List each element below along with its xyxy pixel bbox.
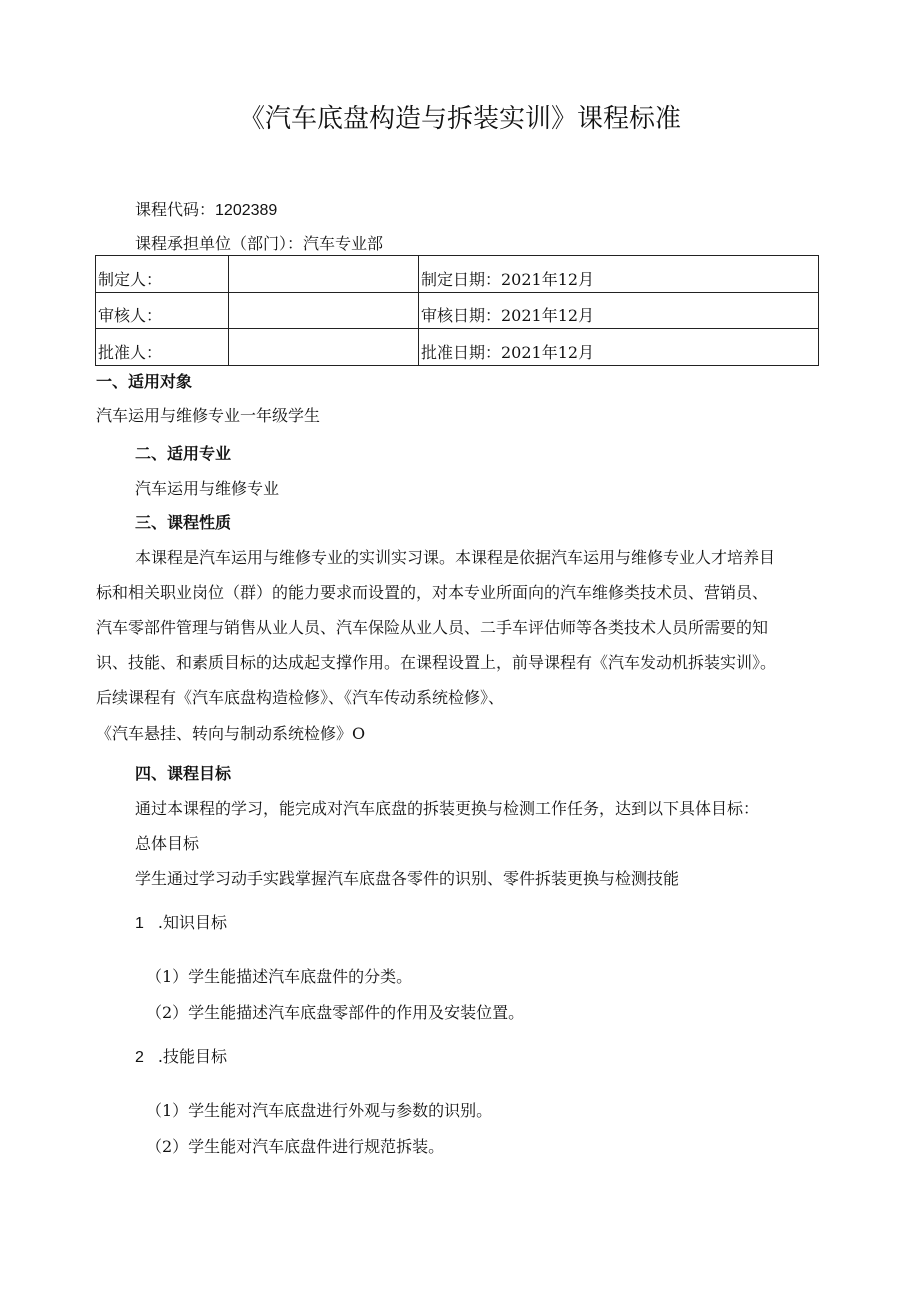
table-cell <box>96 256 229 293</box>
role-label: 制定人： <box>98 270 163 289</box>
table-cell <box>419 329 819 366</box>
skill-goal-number: 2 <box>135 1049 144 1066</box>
list-item: （2）学生能对汽车底盘件进行规范拆装。 <box>146 1137 445 1156</box>
skill-goal-heading <box>135 1047 227 1068</box>
knowledge-goal-heading <box>135 913 227 934</box>
list-item: （1）学生能对汽车底盘进行外观与参数的识别。 <box>146 1101 493 1120</box>
table-row <box>96 293 819 329</box>
course-code-value: 1202389 <box>215 202 278 219</box>
table-cell <box>96 293 229 329</box>
skill-goal-label: .技能目标 <box>157 1047 227 1066</box>
knowledge-goal-label: .知识目标 <box>157 913 227 932</box>
role-label: 审核人： <box>98 306 163 325</box>
paragraph-line: 标和相关职业岗位（群）的能力要求而设置的，对本专业所面向的汽车维修类技术员、营销员、 <box>96 583 769 602</box>
list-item: （2）学生能描述汽车底盘零部件的作用及安装位置。 <box>146 1003 525 1022</box>
document-title: 《汽车底盘构造与拆装实训》课程标准 <box>238 104 681 134</box>
table-row <box>96 329 819 366</box>
section-heading-4: 四、课程目标 <box>135 764 232 783</box>
table-cell <box>229 329 419 366</box>
overall-goal-label: 总体目标 <box>135 834 200 853</box>
course-code-line <box>135 200 277 221</box>
role-label: 批准人： <box>98 343 163 362</box>
table-row <box>96 256 819 293</box>
section-heading-2: 二、适用专业 <box>135 444 232 463</box>
table-cell <box>229 256 419 293</box>
knowledge-goal-number: 1 <box>135 915 144 932</box>
table-cell <box>419 256 819 293</box>
table-cell <box>229 293 419 329</box>
date-value: 审核日期：2021年12月 <box>421 306 595 325</box>
section-heading-3: 三、课程性质 <box>135 513 232 532</box>
section-body-1: 汽车运用与维修专业一年级学生 <box>96 406 321 425</box>
date-value: 批准日期：2021年12月 <box>421 343 595 362</box>
section-heading-1: 一、适用对象 <box>96 372 193 391</box>
table-cell <box>96 329 229 366</box>
approval-table <box>95 255 819 366</box>
section-body-4: 通过本课程的学习，能完成对汽车底盘的拆装更换与检测工作任务，达到以下具体目标： <box>135 799 760 818</box>
date-value: 制定日期：2021年12月 <box>421 270 595 289</box>
paragraph-line: 本课程是汽车运用与维修专业的实训实习课。本课程是依据汽车运用与维修专业人才培养目 <box>135 548 776 567</box>
paragraph-line: 识、技能、和素质目标的达成起支撑作用。在课程设置上，前导课程有《汽车发动机拆装实训》。 <box>96 653 777 672</box>
list-item: （1）学生能描述汽车底盘件的分类。 <box>146 967 413 986</box>
course-code-label: 课程代码： <box>135 200 216 219</box>
paragraph-line: 《汽车悬挂、转向与制动系统检修》O <box>96 724 366 743</box>
table-cell <box>419 293 819 329</box>
course-unit-line: 课程承担单位（部门）：汽车专业部 <box>135 234 384 253</box>
paragraph-line: 后续课程有《汽车底盘构造检修》、《汽车传动系统检修》、 <box>96 688 505 707</box>
paragraph-line: 汽车零部件管理与销售从业人员、汽车保险从业人员、二手车评估师等各类技术人员所需要的知 <box>96 618 769 637</box>
section-body-2: 汽车运用与维修专业 <box>135 479 280 498</box>
overall-goal-body: 学生通过学习动手实践掌握汽车底盘各零件的识别、零件拆装更换与检测技能 <box>135 869 680 888</box>
